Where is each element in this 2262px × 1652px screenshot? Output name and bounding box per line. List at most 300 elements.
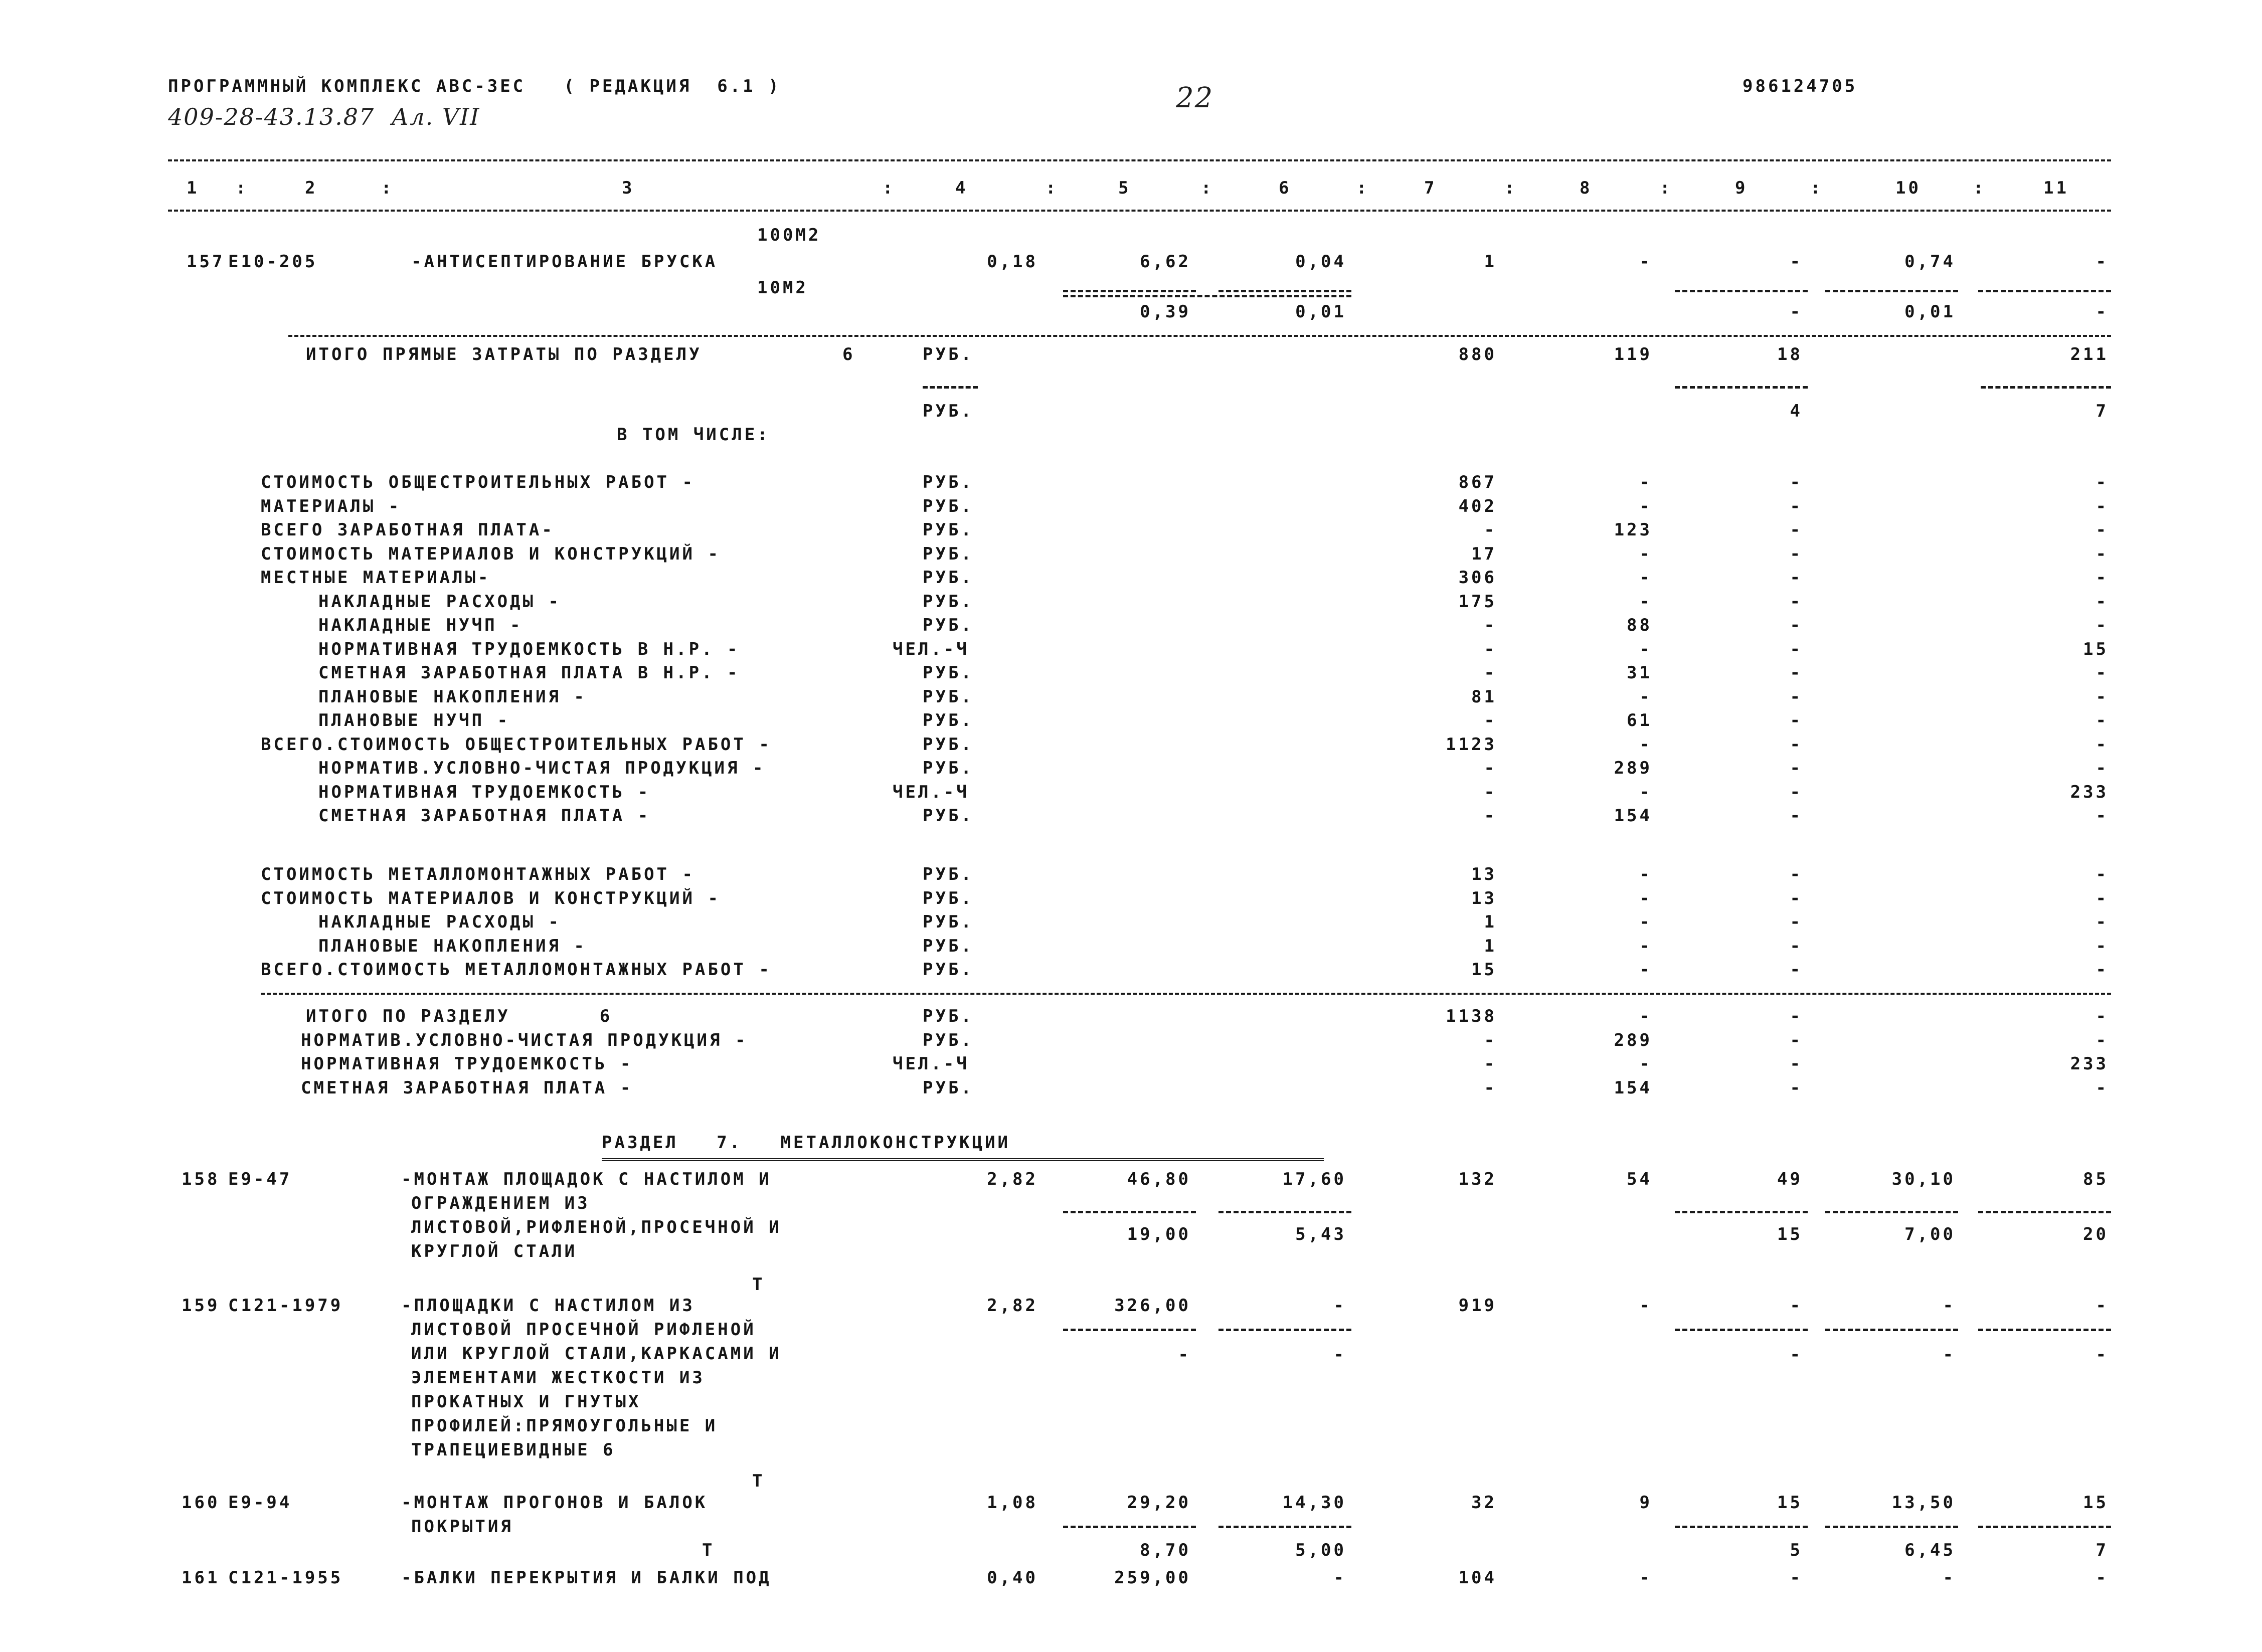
item-157-sub-rule xyxy=(1063,290,1196,292)
item-161-c5: 259,00 xyxy=(1114,1568,1191,1588)
handwritten-reference: 409-28-43.13.87 Ал. VII xyxy=(168,103,480,130)
breakdown-c9: - xyxy=(1790,543,1803,564)
breakdown-label: СТОИМОСТЬ МАТЕРИАЛОВ И КОНСТРУКЦИЙ - xyxy=(261,543,721,564)
item-160-c10b: 6,45 xyxy=(1904,1540,1956,1560)
sub-rule xyxy=(1981,386,2111,389)
item-160-c6: 14,30 xyxy=(1282,1493,1346,1513)
breakdown-c11: - xyxy=(2096,960,2109,980)
breakdown-unit: ЧЕЛ.-Ч xyxy=(893,782,969,802)
item-161-name-line: -БАЛКИ ПЕРЕКРЫТИЯ И БАЛКИ ПОД xyxy=(401,1568,772,1588)
breakdown-unit: РУБ. xyxy=(923,864,974,884)
breakdown-label: МАТЕРИАЛЫ - xyxy=(261,496,402,516)
breakdown-unit: РУБ. xyxy=(923,960,974,980)
breakdown-label: ПЛАНОВЫЕ НУЧП - xyxy=(318,710,510,730)
item-159-name-line: ИЛИ КРУГЛОЙ СТАЛИ,КАРКАСАМИ И xyxy=(411,1344,782,1364)
item-160-c9b: 5 xyxy=(1790,1540,1803,1560)
direct-costs-c11: 211 xyxy=(2070,344,2109,364)
breakdown-unit: ЧЕЛ.-Ч xyxy=(893,639,969,659)
item-157-sub-rule xyxy=(1978,290,2111,292)
item-159-name-line: ПРОКАТНЫХ И ГНУТЫХ xyxy=(411,1392,641,1412)
breakdown-unit: РУБ. xyxy=(923,663,974,683)
item-158-name-line: -МОНТАЖ ПЛОЩАДОК С НАСТИЛОМ И xyxy=(401,1169,772,1189)
breakdown-c8: 154 xyxy=(1614,806,1652,826)
breakdown-c7: 306 xyxy=(1458,568,1497,588)
breakdown-c9: - xyxy=(1790,639,1803,659)
item-159-name-line: ЛИСТОВОЙ ПРОСЕЧНОЙ РИФЛЕНОЙ xyxy=(411,1320,756,1340)
breakdown-c8: - xyxy=(1639,936,1652,956)
breakdown-label: НОРМАТИВНАЯ ТРУДОЕМКОСТЬ В Н.Р. - xyxy=(318,639,740,659)
item-159-c8: - xyxy=(1639,1296,1652,1316)
total-c8: 154 xyxy=(1614,1077,1652,1098)
breakdown-c11: - xyxy=(2096,568,2109,588)
breakdown-c8: - xyxy=(1639,912,1652,932)
item-160-sub-rule xyxy=(1219,1526,1351,1528)
item-158-c9b: 15 xyxy=(1777,1224,1803,1244)
item-158-number: 158 xyxy=(182,1169,220,1189)
breakdown-c11: 15 xyxy=(2083,639,2109,659)
breakdown-c7: - xyxy=(1484,615,1497,635)
breakdown-c11: - xyxy=(2096,686,2109,707)
item-160-c7: 32 xyxy=(1471,1493,1497,1513)
direct-costs-label: ИТОГО ПРЯМЫЕ ЗАТРАТЫ ПО РАЗДЕЛУ xyxy=(306,344,702,364)
item-160-sub-rule xyxy=(1978,1526,2111,1528)
breakdown-unit: РУБ. xyxy=(923,710,974,730)
direct-costs-c9: 18 xyxy=(1777,344,1803,364)
total-c8: - xyxy=(1639,1006,1652,1026)
direct-costs-section: 6 xyxy=(842,344,855,364)
column-header-15: 8 xyxy=(1580,178,1593,198)
breakdown-c7: 13 xyxy=(1471,864,1497,884)
item-159-unit: Т xyxy=(752,1471,765,1491)
item-158-c5b: 19,00 xyxy=(1127,1224,1191,1244)
item-160-unit: Т xyxy=(702,1540,715,1560)
breakdown-c11: - xyxy=(2096,806,2109,826)
item-157-qty: 0,18 xyxy=(987,252,1038,272)
breakdown-unit: РУБ. xyxy=(923,912,974,932)
total-c11: - xyxy=(2096,1030,2109,1050)
breakdown-c8: - xyxy=(1639,591,1652,612)
column-header-11: 6 xyxy=(1279,178,1292,198)
breakdown-unit: РУБ. xyxy=(923,888,974,908)
breakdown-unit: РУБ. xyxy=(923,472,974,492)
breakdown-c8: - xyxy=(1639,864,1652,884)
item-157-c11: - xyxy=(2096,252,2109,272)
total-c11: 233 xyxy=(2070,1054,2109,1074)
column-header-7: 4 xyxy=(955,178,968,198)
breakdown-c11: - xyxy=(2096,472,2109,492)
item-157-unit-top: 100М2 xyxy=(757,225,821,245)
breakdown-c11: - xyxy=(2096,615,2109,635)
column-header-21: 11 xyxy=(2043,178,2069,198)
breakdown-c8: - xyxy=(1639,568,1652,588)
item-159-sub-rule xyxy=(1219,1329,1351,1331)
column-header-20: : xyxy=(1973,178,1986,198)
total-unit: РУБ. xyxy=(923,1077,974,1098)
item-159-name-line: -ПЛОЩАДКИ С НАСТИЛОМ ИЗ xyxy=(401,1296,695,1316)
breakdown-c7: - xyxy=(1484,639,1497,659)
item-159-c9b: - xyxy=(1790,1345,1803,1365)
breakdown-unit: РУБ. xyxy=(923,520,974,540)
total-c11: - xyxy=(2096,1077,2109,1098)
direct-costs-unit2: РУБ. xyxy=(923,401,974,421)
breakdown-label: МЕСТНЫЕ МАТЕРИАЛЫ- xyxy=(261,568,491,588)
breakdown-c11: - xyxy=(2096,936,2109,956)
item-160-c10: 13,50 xyxy=(1891,1493,1956,1513)
breakdown-c7: 402 xyxy=(1458,496,1497,516)
breakdown-c9: - xyxy=(1790,686,1803,707)
breakdown-label: НАКЛАДНЫЕ РАСХОДЫ - xyxy=(318,591,561,612)
item-161-c6: - xyxy=(1333,1568,1346,1588)
total-c7: - xyxy=(1484,1077,1497,1098)
item-158-name-line: КРУГЛОЙ СТАЛИ xyxy=(411,1241,578,1261)
breakdown-c11: - xyxy=(2096,912,2109,932)
item-157-c10: 0,74 xyxy=(1904,252,1956,272)
total-c7: 1138 xyxy=(1446,1006,1497,1026)
item-157-c10b: 0,01 xyxy=(1904,302,1956,322)
column-header-1: 1 xyxy=(187,178,200,198)
item-158-c7: 132 xyxy=(1458,1169,1497,1189)
item-159-sub-rule xyxy=(1978,1329,2111,1331)
item-158-sub-rule xyxy=(1978,1211,2111,1213)
item-161-qty: 0,40 xyxy=(987,1568,1038,1588)
breakdown-c8: - xyxy=(1639,734,1652,755)
breakdown-c9: - xyxy=(1790,615,1803,635)
breakdown-c9: - xyxy=(1790,960,1803,980)
item-157-c9b: - xyxy=(1790,302,1803,322)
breakdown-unit: РУБ. xyxy=(923,543,974,564)
breakdown-unit: РУБ. xyxy=(923,806,974,826)
item-161-c10: - xyxy=(1943,1568,1956,1588)
breakdown-c7: 15 xyxy=(1471,960,1497,980)
item-159-c6b: - xyxy=(1333,1345,1346,1365)
item-158-c6: 17,60 xyxy=(1282,1169,1346,1189)
item-159-code: С121-1979 xyxy=(228,1296,343,1316)
item-159-sub-rule xyxy=(1063,1329,1196,1331)
sub-rule xyxy=(1675,386,1808,389)
table-header-rule xyxy=(168,210,2111,212)
breakdown-c9: - xyxy=(1790,912,1803,932)
breakdown-label: ВСЕГО.СТОИМОСТЬ ОБЩЕСТРОИТЕЛЬНЫХ РАБОТ - xyxy=(261,734,772,755)
total-c8: 289 xyxy=(1614,1030,1652,1050)
item-158-c5: 46,80 xyxy=(1127,1169,1191,1189)
column-header-10: : xyxy=(1201,178,1214,198)
total-unit: ЧЕЛ.-Ч xyxy=(893,1054,969,1074)
item-158-c10b: 7,00 xyxy=(1904,1224,1956,1244)
breakdown-c8: 123 xyxy=(1614,520,1652,540)
breakdown-c11: - xyxy=(2096,888,2109,908)
column-header-2: : xyxy=(236,178,249,198)
breakdown-unit: РУБ. xyxy=(923,734,974,755)
breakdown-c9: - xyxy=(1790,734,1803,755)
breakdown-c9: - xyxy=(1790,472,1803,492)
breakdown-c7: - xyxy=(1484,520,1497,540)
item-159-c11b: - xyxy=(2096,1345,2109,1365)
item-158-name-line: ОГРАЖДЕНИЕМ ИЗ xyxy=(411,1193,590,1213)
item-158-name-line: ЛИСТОВОЙ,РИФЛЕНОЙ,ПРОСЕЧНОЙ И xyxy=(411,1217,782,1237)
item-158-unit: Т xyxy=(752,1274,765,1295)
breakdown-c7: 1 xyxy=(1484,936,1497,956)
breakdown-label: НОРМАТИВНАЯ ТРУДОЕМКОСТЬ - xyxy=(318,782,651,802)
breakdown-c8: - xyxy=(1639,960,1652,980)
item-159-c9: - xyxy=(1790,1296,1803,1316)
total-c9: - xyxy=(1790,1054,1803,1074)
item-159-c10: - xyxy=(1943,1296,1956,1316)
section-7-title: РАЗДЕЛ 7. МЕТАЛЛОКОНСТРУКЦИИ xyxy=(602,1133,1011,1153)
breakdown-c8: - xyxy=(1639,543,1652,564)
breakdown-c9: - xyxy=(1790,806,1803,826)
breakdown-label: ВСЕГО ЗАРАБОТНАЯ ПЛАТА- xyxy=(261,520,555,540)
column-header-5: 3 xyxy=(622,178,635,198)
breakdown-unit: РУБ. xyxy=(923,591,974,612)
including-label: В ТОМ ЧИСЛЕ: xyxy=(617,425,770,445)
breakdown-c8: 88 xyxy=(1627,615,1652,635)
breakdown-label: НАКЛАДНЫЕ РАСХОДЫ - xyxy=(318,912,561,932)
section-total-rule xyxy=(261,993,2111,995)
column-header-18: : xyxy=(1810,178,1823,198)
breakdown-c9: - xyxy=(1790,591,1803,612)
breakdown-label: ВСЕГО.СТОИМОСТЬ МЕТАЛЛОМОНТАЖНЫХ РАБОТ - xyxy=(261,960,772,980)
item-157-sub-rule xyxy=(1063,295,1351,297)
item-160-c6b: 5,00 xyxy=(1295,1540,1346,1560)
breakdown-label: СТОИМОСТЬ ОБЩЕСТРОИТЕЛЬНЫХ РАБОТ - xyxy=(261,472,695,492)
item-159-c10b: - xyxy=(1943,1345,1956,1365)
item-161-c11: - xyxy=(2096,1568,2109,1588)
section-7-underline xyxy=(602,1158,1324,1161)
item-157-c7: 1 xyxy=(1484,252,1497,272)
breakdown-c11: - xyxy=(2096,758,2109,778)
total-label: ИТОГО ПО РАЗДЕЛУ 6 xyxy=(306,1006,613,1026)
item-160-c5: 29,20 xyxy=(1127,1493,1191,1513)
breakdown-c7: 1 xyxy=(1484,912,1497,932)
total-c9: - xyxy=(1790,1077,1803,1098)
item-161-c7: 104 xyxy=(1458,1568,1497,1588)
item-157-name: -АНТИСЕПТИРОВАНИЕ БРУСКА xyxy=(411,252,718,272)
item-157-c8: - xyxy=(1639,252,1652,272)
breakdown-c9: - xyxy=(1790,782,1803,802)
item-161-code: С121-1955 xyxy=(228,1568,343,1588)
item-157-c5: 6,62 xyxy=(1140,252,1191,272)
breakdown-c9: - xyxy=(1790,520,1803,540)
item-158-c9: 49 xyxy=(1777,1169,1803,1189)
direct-costs-c7: 880 xyxy=(1458,344,1497,364)
breakdown-c11: - xyxy=(2096,734,2109,755)
item-157-sub-rule xyxy=(1825,290,1958,292)
item-160-sub-rule xyxy=(1675,1526,1808,1528)
breakdown-label: ПЛАНОВЫЕ НАКОПЛЕНИЯ - xyxy=(318,686,587,707)
item-157-c9: - xyxy=(1790,252,1803,272)
breakdown-c9: - xyxy=(1790,936,1803,956)
item-161-c9: - xyxy=(1790,1568,1803,1588)
breakdown-c8: 289 xyxy=(1614,758,1652,778)
total-c7: - xyxy=(1484,1030,1497,1050)
column-header-6: : xyxy=(883,178,896,198)
item-160-c9: 15 xyxy=(1777,1493,1803,1513)
column-header-13: 7 xyxy=(1424,178,1437,198)
column-header-16: : xyxy=(1660,178,1673,198)
item-161-number: 161 xyxy=(182,1568,220,1588)
breakdown-label: НОРМАТИВ.УСЛОВНО-ЧИСТАЯ ПРОДУКЦИЯ - xyxy=(318,758,766,778)
breakdown-c8: - xyxy=(1639,472,1652,492)
section-total-rule xyxy=(288,335,2111,337)
breakdown-c9: - xyxy=(1790,663,1803,683)
breakdown-c11: - xyxy=(2096,663,2109,683)
item-158-c8: 54 xyxy=(1627,1169,1652,1189)
unit-rule xyxy=(923,386,978,389)
program-title: ПРОГРАММНЫЙ КОМПЛЕКС АВС-3ЕС ( РЕДАКЦИЯ 6.1 ) xyxy=(168,76,781,96)
breakdown-c7: - xyxy=(1484,663,1497,683)
breakdown-label: СТОИМОСТЬ МАТЕРИАЛОВ И КОНСТРУКЦИЙ - xyxy=(261,888,721,908)
total-label: НОРМАТИВНАЯ ТРУДОЕМКОСТЬ - xyxy=(301,1054,633,1074)
item-157-c11b: - xyxy=(2096,302,2109,322)
total-c11: - xyxy=(2096,1006,2109,1026)
item-157-c5b: 0,39 xyxy=(1140,302,1191,322)
breakdown-c8: - xyxy=(1639,496,1652,516)
item-160-c5b: 8,70 xyxy=(1140,1540,1191,1560)
item-157-unit-bottom: 10М2 xyxy=(757,278,808,298)
item-158-c11: 85 xyxy=(2083,1169,2109,1189)
breakdown-c7: 81 xyxy=(1471,686,1497,707)
breakdown-c7: 13 xyxy=(1471,888,1497,908)
total-c9: - xyxy=(1790,1030,1803,1050)
item-160-sub-rule xyxy=(1063,1526,1196,1528)
item-158-qty: 2,82 xyxy=(987,1169,1038,1189)
total-c9: - xyxy=(1790,1006,1803,1026)
total-unit: РУБ. xyxy=(923,1030,974,1050)
item-160-code: Е9-94 xyxy=(228,1493,292,1513)
item-160-c11: 15 xyxy=(2083,1493,2109,1513)
breakdown-c11: - xyxy=(2096,710,2109,730)
item-158-sub-rule xyxy=(1825,1211,1958,1213)
item-159-sub-rule xyxy=(1825,1329,1958,1331)
total-unit: РУБ. xyxy=(923,1006,974,1026)
item-157-c6b: 0,01 xyxy=(1295,302,1346,322)
column-header-14: : xyxy=(1504,178,1517,198)
breakdown-label: СМЕТНАЯ ЗАРАБОТНАЯ ПЛАТА - xyxy=(318,806,651,826)
breakdown-c8: 61 xyxy=(1627,710,1652,730)
breakdown-c7: - xyxy=(1484,758,1497,778)
item-157-sub-rule xyxy=(1219,290,1351,292)
document-code: 986124705 xyxy=(1743,76,1858,96)
page-number: 22 xyxy=(1176,82,1214,114)
item-159-c5b: - xyxy=(1178,1345,1191,1365)
column-header-12: : xyxy=(1356,178,1369,198)
breakdown-c8: 31 xyxy=(1627,663,1652,683)
item-160-c8: 9 xyxy=(1639,1493,1652,1513)
breakdown-c11: - xyxy=(2096,496,2109,516)
breakdown-c9: - xyxy=(1790,496,1803,516)
item-159-c11: - xyxy=(2096,1296,2109,1316)
breakdown-c11: - xyxy=(2096,520,2109,540)
breakdown-c7: 1123 xyxy=(1446,734,1497,755)
item-157-code: Е10-205 xyxy=(228,252,318,272)
breakdown-c7: 867 xyxy=(1458,472,1497,492)
breakdown-c11: - xyxy=(2096,543,2109,564)
breakdown-unit: РУБ. xyxy=(923,686,974,707)
direct-costs-c11b: 7 xyxy=(2096,401,2109,421)
breakdown-c11: 233 xyxy=(2070,782,2109,802)
breakdown-unit: РУБ. xyxy=(923,615,974,635)
column-header-19: 10 xyxy=(1895,178,1921,198)
breakdown-c9: - xyxy=(1790,758,1803,778)
breakdown-c7: 175 xyxy=(1458,591,1497,612)
item-159-qty: 2,82 xyxy=(987,1296,1038,1316)
total-c8: - xyxy=(1639,1054,1652,1074)
item-159-sub-rule xyxy=(1675,1329,1808,1331)
item-160-name-line: -МОНТАЖ ПРОГОНОВ И БАЛОК xyxy=(401,1493,708,1513)
breakdown-unit: РУБ. xyxy=(923,758,974,778)
item-159-name-line: ТРАПЕЦИЕВИДНЫЕ 6 xyxy=(411,1440,616,1460)
item-159-name-line: ПРОФИЛЕЙ:ПРЯМОУГОЛЬНЫЕ И xyxy=(411,1416,718,1436)
item-160-c11b: 7 xyxy=(2096,1540,2109,1560)
table-top-rule xyxy=(168,159,2111,161)
total-c7: - xyxy=(1484,1054,1497,1074)
breakdown-c7: - xyxy=(1484,806,1497,826)
breakdown-c9: - xyxy=(1790,888,1803,908)
direct-costs-c9b: 4 xyxy=(1790,401,1803,421)
breakdown-label: ПЛАНОВЫЕ НАКОПЛЕНИЯ - xyxy=(318,936,587,956)
total-label: НОРМАТИВ.УСЛОВНО-ЧИСТАЯ ПРОДУКЦИЯ - xyxy=(301,1030,748,1050)
breakdown-c9: - xyxy=(1790,710,1803,730)
item-158-c10: 30,10 xyxy=(1891,1169,1956,1189)
item-157-c6: 0,04 xyxy=(1295,252,1346,272)
breakdown-unit: РУБ. xyxy=(923,568,974,588)
breakdown-c7: - xyxy=(1484,710,1497,730)
breakdown-c9: - xyxy=(1790,568,1803,588)
breakdown-label: СМЕТНАЯ ЗАРАБОТНАЯ ПЛАТА В Н.Р. - xyxy=(318,663,740,683)
breakdown-c8: - xyxy=(1639,686,1652,707)
item-159-c7: 919 xyxy=(1458,1296,1497,1316)
column-header-4: : xyxy=(381,178,394,198)
breakdown-c11: - xyxy=(2096,864,2109,884)
item-159-c6: - xyxy=(1333,1296,1346,1316)
column-header-8: : xyxy=(1046,178,1059,198)
item-160-qty: 1,08 xyxy=(987,1493,1038,1513)
item-161-c8: - xyxy=(1639,1568,1652,1588)
item-160-sub-rule xyxy=(1825,1526,1958,1528)
item-158-sub-rule xyxy=(1063,1211,1196,1213)
column-header-3: 2 xyxy=(305,178,318,198)
column-header-9: 5 xyxy=(1118,178,1131,198)
breakdown-c7: 17 xyxy=(1471,543,1497,564)
item-159-number: 159 xyxy=(182,1296,220,1316)
column-header-17: 9 xyxy=(1735,178,1748,198)
item-160-number: 160 xyxy=(182,1493,220,1513)
item-159-c5: 326,00 xyxy=(1114,1296,1191,1316)
breakdown-unit: РУБ. xyxy=(923,496,974,516)
breakdown-c7: - xyxy=(1484,782,1497,802)
item-159-name-line: ЭЛЕМЕНТАМИ ЖЕСТКОСТИ ИЗ xyxy=(411,1368,705,1388)
breakdown-c11: - xyxy=(2096,591,2109,612)
item-158-sub-rule xyxy=(1675,1211,1808,1213)
breakdown-c8: - xyxy=(1639,888,1652,908)
breakdown-c8: - xyxy=(1639,782,1652,802)
item-158-code: Е9-47 xyxy=(228,1169,292,1189)
item-160-name-line: ПОКРЫТИЯ xyxy=(411,1517,513,1537)
direct-costs-c8: 119 xyxy=(1614,344,1652,364)
item-158-c11b: 20 xyxy=(2083,1224,2109,1244)
total-label: СМЕТНАЯ ЗАРАБОТНАЯ ПЛАТА - xyxy=(301,1077,633,1098)
breakdown-label: НАКЛАДНЫЕ НУЧП - xyxy=(318,615,523,635)
breakdown-c9: - xyxy=(1790,864,1803,884)
item-157-number: 157 xyxy=(187,252,225,272)
item-157-sub-rule xyxy=(1675,290,1808,292)
item-158-c6b: 5,43 xyxy=(1295,1224,1346,1244)
breakdown-label: СТОИМОСТЬ МЕТАЛЛОМОНТАЖНЫХ РАБОТ - xyxy=(261,864,695,884)
item-158-sub-rule xyxy=(1219,1211,1351,1213)
direct-costs-unit: РУБ. xyxy=(923,344,974,364)
breakdown-c8: - xyxy=(1639,639,1652,659)
breakdown-unit: РУБ. xyxy=(923,936,974,956)
